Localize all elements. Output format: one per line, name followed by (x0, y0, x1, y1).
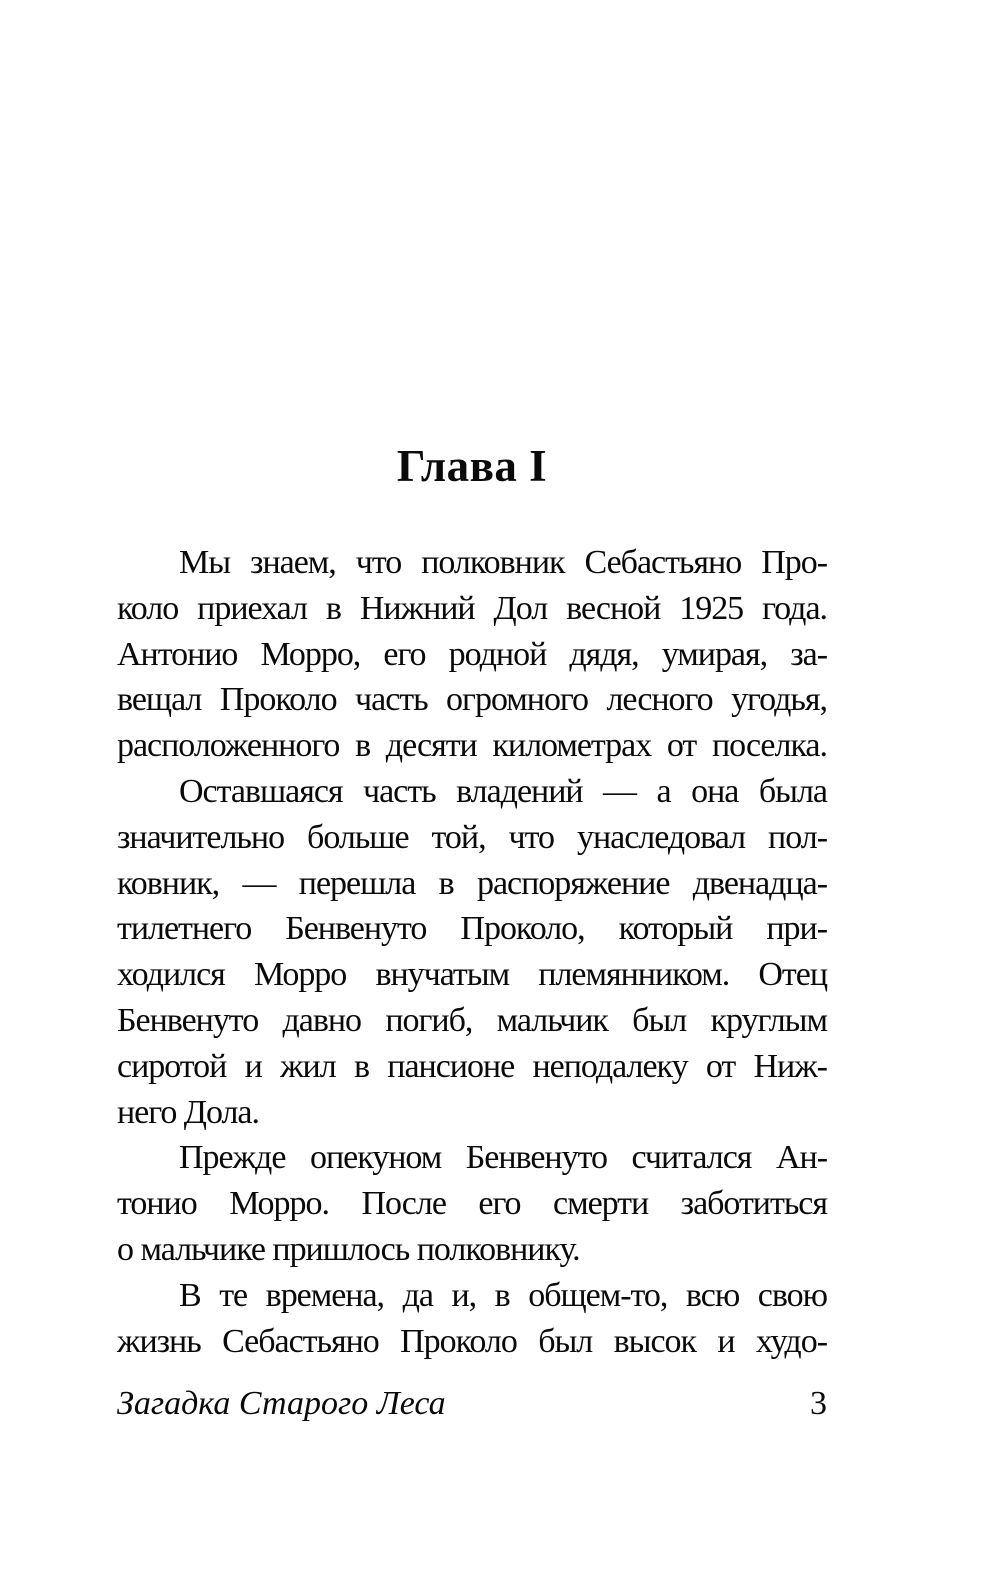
page-footer (117, 1384, 827, 1425)
text-line: тонио Морро. После его смерти заботиться (117, 1185, 827, 1223)
text-line: В те времена, да и, в общем-то, всю свою (179, 1276, 827, 1314)
running-title: Загадка Старого Леса (117, 1385, 446, 1422)
text-line: коло приехал в Нижний Дол весной 1925 года. (117, 589, 827, 627)
text-line: Антонио Морро, его родной дядя, умирая, за- (117, 635, 827, 673)
text-line: Мы знаем, что полковник Себастьяно Про- (179, 544, 827, 581)
page-number: 3 (810, 1385, 827, 1422)
text-line: значительно больше той, что унаследовал пол- (117, 818, 827, 856)
text-line: сиротой и жил в пансионе неподалеку от Ниж- (117, 1047, 827, 1085)
chapter-heading: Глава I (396, 441, 548, 491)
paragraph (117, 1135, 827, 1272)
text-line: Прежде опекуном Бенвенуто считался Ан- (179, 1139, 827, 1177)
paragraph (117, 769, 827, 1135)
text-line: него Дола. (117, 1093, 259, 1131)
text-line: ходился Морро внучатым племянником. Отец (117, 956, 827, 994)
body-text (117, 540, 827, 1364)
text-line: тилетнего Бенвенуто Проколо, который при- (117, 910, 827, 948)
paragraph (117, 1273, 827, 1365)
text-line: расположенного в десяти километрах от поселка. (117, 727, 827, 765)
text-line: ковник, — перешла в распоряжение двенадца- (117, 864, 827, 902)
text-line: Оставшаяся часть владений — а она была (179, 772, 827, 810)
text-line: Бенвенуто давно погиб, мальчик был круглым (117, 1001, 827, 1039)
paragraph (117, 540, 827, 769)
text-line: о мальчике пришлось полковнику. (117, 1230, 580, 1268)
text-line: вещал Проколо часть огромного лесного угодья, (117, 681, 827, 719)
text-line: жизнь Себастьяно Проколо был высок и худо- (117, 1322, 827, 1360)
